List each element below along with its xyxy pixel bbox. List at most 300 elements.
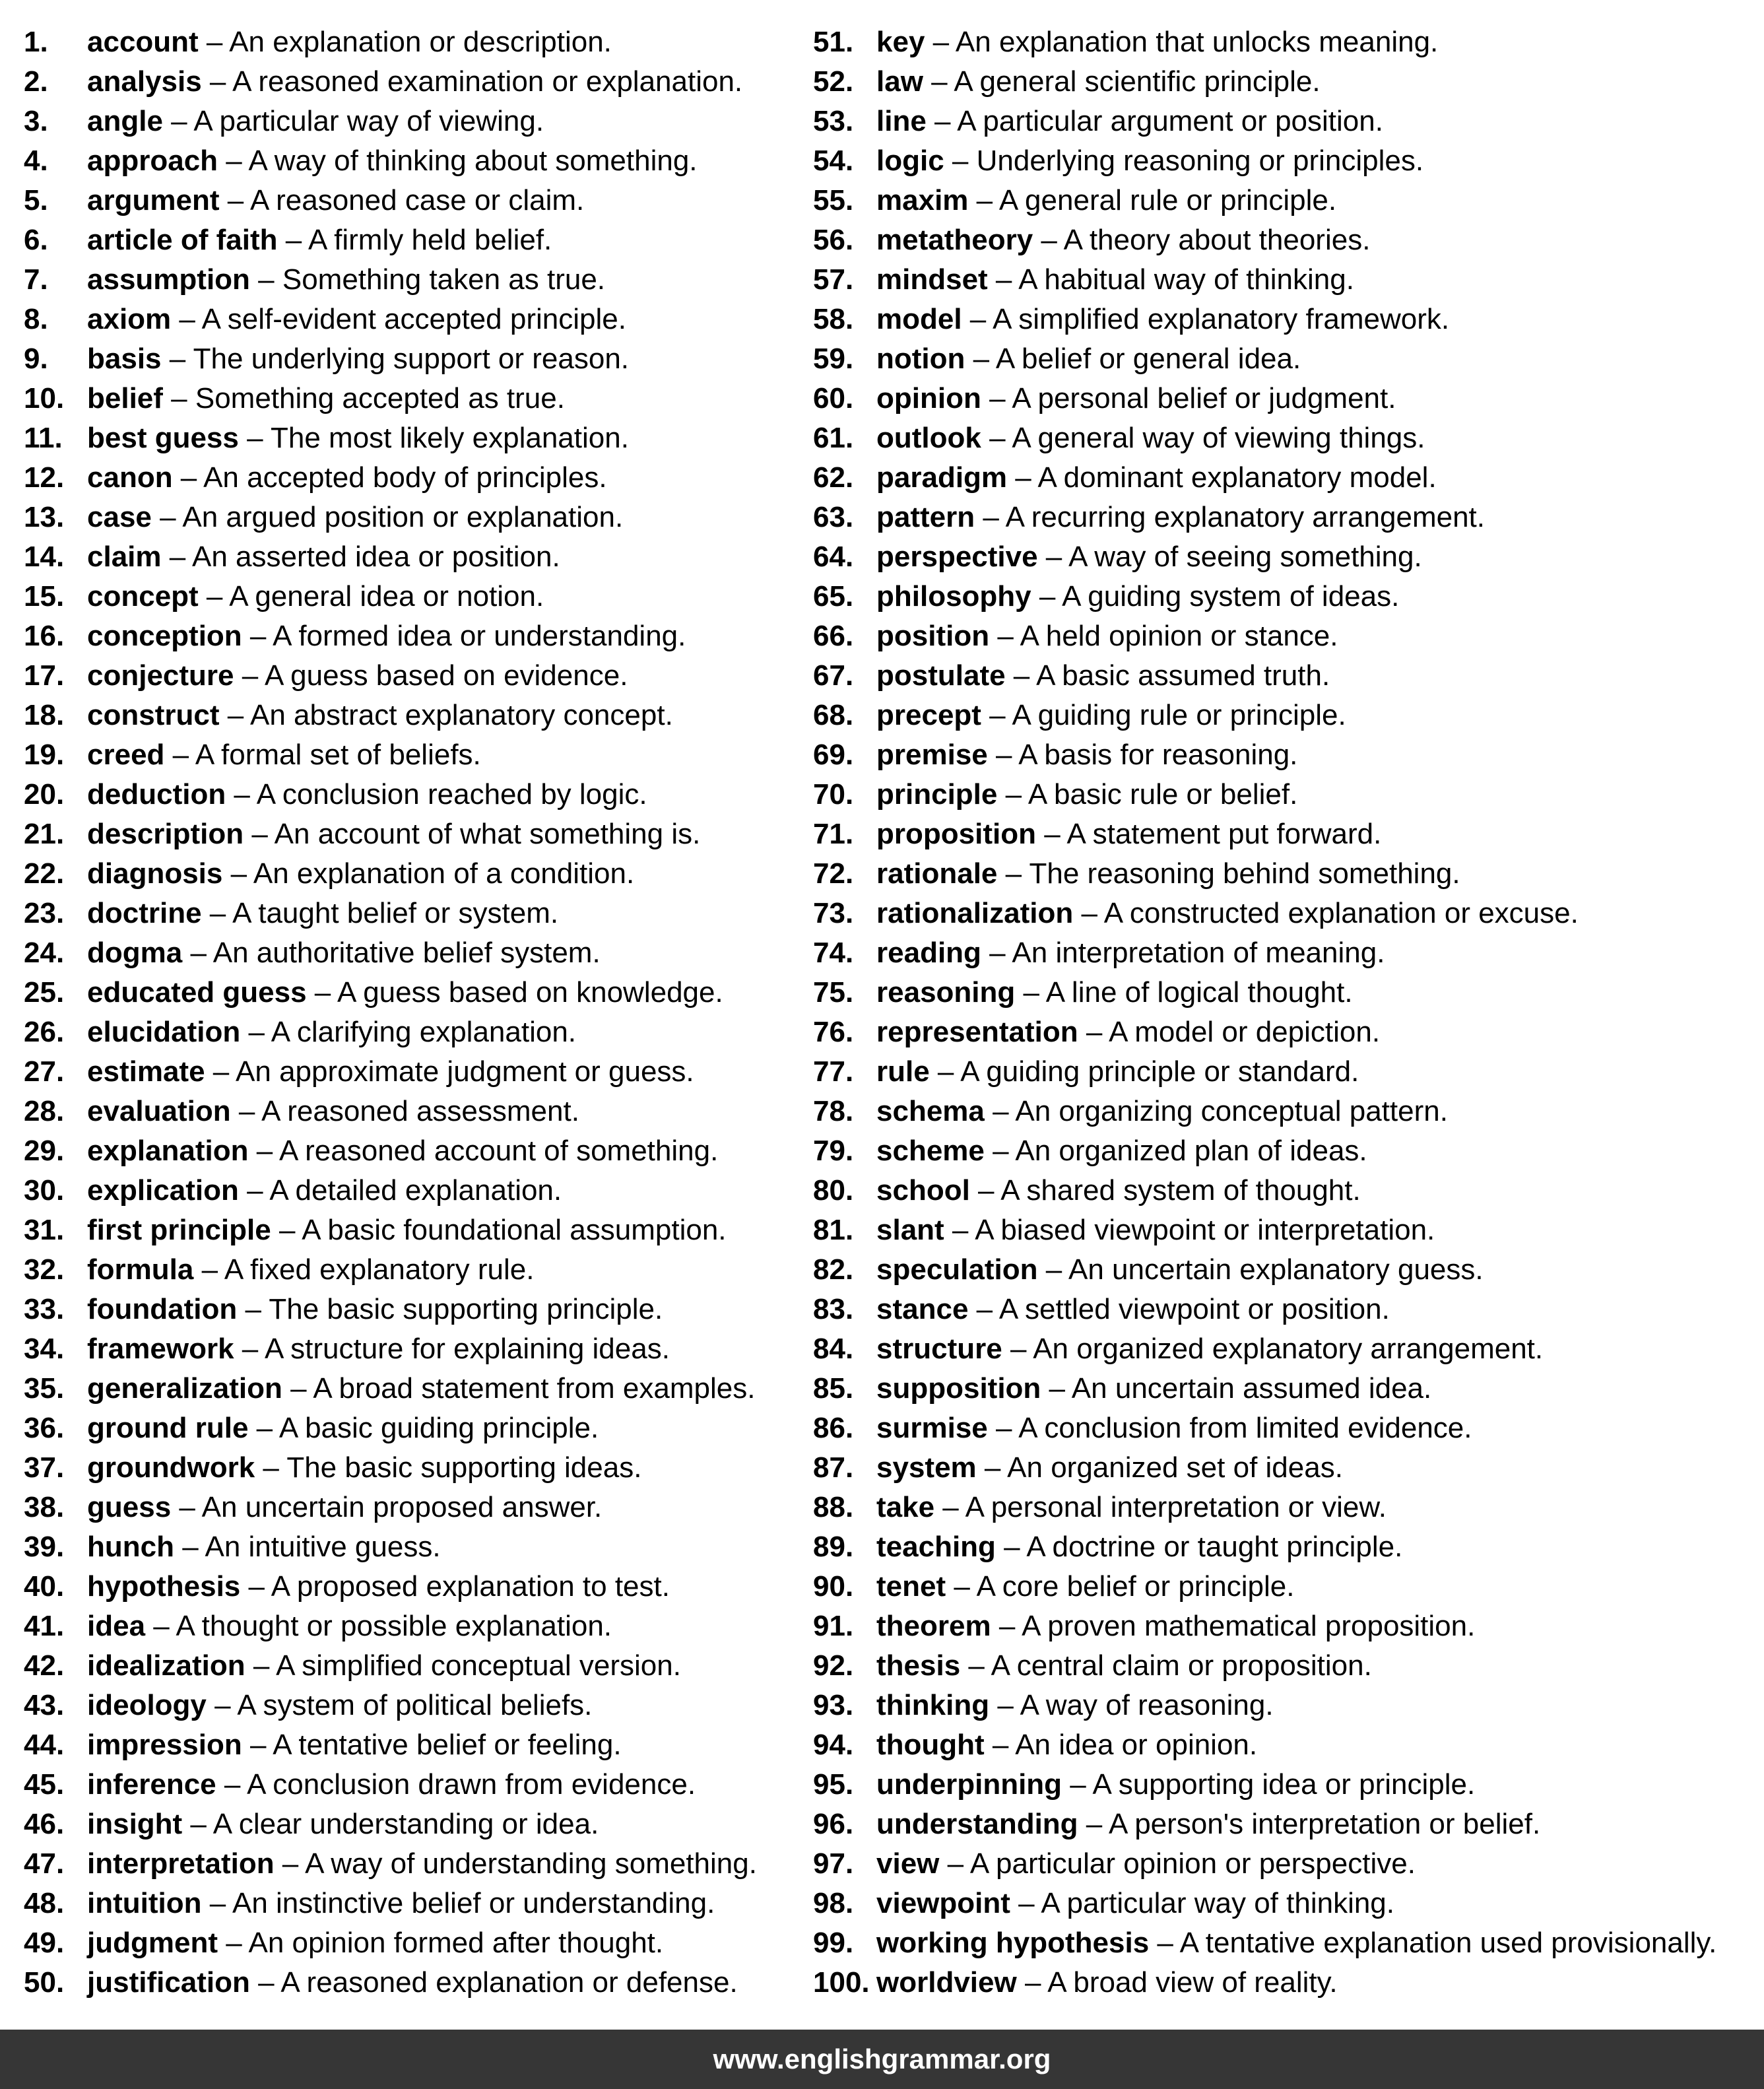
- item-term: educated guess: [87, 976, 307, 1009]
- item-term: perspective: [876, 541, 1038, 573]
- item-definition: – A formed idea or understanding.: [242, 620, 686, 652]
- item-term: precept: [876, 699, 981, 731]
- list-item: [813, 1210, 1757, 1250]
- item-term: description: [87, 818, 244, 850]
- item-number: 96.: [813, 1808, 854, 1840]
- item-term: basis: [87, 343, 162, 375]
- list-item: [24, 1052, 789, 1092]
- item-text: [87, 418, 629, 458]
- item-definition: – An approximate judgment or guess.: [205, 1055, 694, 1088]
- item-text: [87, 1448, 641, 1488]
- item-text: [87, 537, 560, 577]
- list-item: [813, 1646, 1757, 1686]
- item-number: 13.: [24, 501, 65, 533]
- item-definition: – An argued position or explanation.: [151, 501, 624, 533]
- list-item: [813, 1527, 1757, 1567]
- item-term: dogma: [87, 937, 183, 969]
- item-number: 27.: [24, 1055, 65, 1088]
- item-definition: – A clarifying explanation.: [240, 1016, 577, 1048]
- item-definition: – An intuitive guess.: [174, 1531, 441, 1563]
- list-item: [24, 379, 789, 418]
- item-definition: – A way of thinking about something.: [218, 145, 698, 177]
- item-term: principle: [876, 778, 998, 811]
- list-item: [24, 418, 789, 458]
- item-term: axiom: [87, 303, 172, 335]
- item-text: [876, 656, 1330, 696]
- item-number: 29.: [24, 1135, 65, 1167]
- item-definition: – The basic supporting principle.: [237, 1293, 663, 1325]
- item-text: [876, 220, 1370, 260]
- item-definition: – A reasoned assessment.: [230, 1095, 579, 1127]
- item-definition: – An organized explanatory arrangement.: [1002, 1333, 1544, 1365]
- item-definition: – An abstract explanatory concept.: [219, 699, 673, 731]
- item-term: approach: [87, 145, 218, 177]
- item-text: [876, 181, 1336, 220]
- item-definition: – An explanation or description.: [198, 26, 612, 58]
- item-number: 5.: [24, 184, 48, 216]
- item-definition: – A statement put forward.: [1035, 818, 1382, 850]
- item-definition: – A fixed explanatory rule.: [193, 1253, 535, 1286]
- item-number: 21.: [24, 818, 65, 850]
- item-definition: – The basic supporting ideas.: [255, 1451, 642, 1484]
- list-item: [813, 775, 1757, 814]
- item-number: 51.: [813, 26, 854, 58]
- item-definition: – A basic assumed truth.: [1005, 659, 1330, 692]
- list-item: [813, 696, 1757, 735]
- list-item: [24, 220, 789, 260]
- item-number: 75.: [813, 976, 854, 1009]
- item-definition: – The most likely explanation.: [238, 422, 629, 454]
- item-definition: – A reasoned explanation or defense.: [249, 1966, 738, 1999]
- item-text: [876, 1409, 1472, 1448]
- list-item: [813, 1884, 1757, 1923]
- item-term: reasoning: [876, 976, 1016, 1009]
- item-text: [87, 577, 544, 616]
- item-definition: – A basic foundational assumption.: [271, 1214, 727, 1246]
- item-text: [87, 1012, 576, 1052]
- list-item: [24, 1488, 789, 1527]
- item-text: [876, 1329, 1543, 1369]
- item-text: [876, 616, 1338, 656]
- item-number: 62.: [813, 461, 854, 494]
- item-term: viewpoint: [876, 1887, 1010, 1919]
- list-item: [24, 854, 789, 894]
- item-number: 41.: [24, 1610, 65, 1642]
- item-term: worldview: [876, 1966, 1017, 1999]
- list-item: [24, 339, 789, 379]
- item-definition: – A personal belief or judgment.: [981, 382, 1396, 414]
- item-definition: – A tentative explanation used provisionally.: [1149, 1927, 1717, 1959]
- item-text: [876, 735, 1297, 775]
- item-text: [876, 379, 1396, 418]
- item-definition: – A line of logical thought.: [1015, 976, 1353, 1009]
- item-definition: – A settled viewpoint or position.: [968, 1293, 1390, 1325]
- item-definition: – A thought or possible explanation.: [145, 1610, 612, 1642]
- list-item: [24, 1646, 789, 1686]
- item-text: [876, 1290, 1390, 1329]
- list-item: [24, 1250, 789, 1290]
- item-definition: – A biased viewpoint or interpretation.: [944, 1214, 1435, 1246]
- item-definition: – A core belief or principle.: [946, 1570, 1295, 1603]
- list-item: [813, 1131, 1757, 1171]
- item-text: [87, 1607, 612, 1646]
- list-item: [24, 300, 789, 339]
- item-text: [876, 1646, 1372, 1686]
- list-item: [813, 1329, 1757, 1369]
- item-number: 24.: [24, 937, 65, 969]
- list-item: [24, 735, 789, 775]
- list-item: [813, 1805, 1757, 1844]
- list-item: [24, 1963, 789, 2003]
- item-text: [87, 1844, 757, 1884]
- item-number: 71.: [813, 818, 854, 850]
- item-term: rationalization: [876, 897, 1074, 929]
- item-text: [87, 1290, 663, 1329]
- item-text: [876, 1052, 1359, 1092]
- item-text: [87, 1646, 681, 1686]
- item-definition: – A firmly held belief.: [277, 224, 552, 256]
- item-definition: – A broad statement from examples.: [282, 1372, 756, 1405]
- item-number: 50.: [24, 1966, 65, 1999]
- list-item: [24, 537, 789, 577]
- item-definition: – A structure for explaining ideas.: [234, 1333, 670, 1365]
- item-number: 72.: [813, 857, 854, 890]
- item-text: [876, 1250, 1484, 1290]
- item-number: 3.: [24, 105, 48, 137]
- footer-website-link[interactable]: www.englishgrammar.org: [713, 2043, 1051, 2074]
- list-item: [813, 1488, 1757, 1527]
- item-number: 18.: [24, 699, 65, 731]
- item-number: 68.: [813, 699, 854, 731]
- item-definition: – A proven mathematical proposition.: [991, 1610, 1476, 1642]
- item-definition: – An instinctive belief or understanding.: [201, 1887, 715, 1919]
- item-number: 57.: [813, 263, 854, 296]
- item-term: supposition: [876, 1372, 1041, 1405]
- item-number: 91.: [813, 1610, 854, 1642]
- list-item: [24, 260, 789, 300]
- item-term: maxim: [876, 184, 969, 216]
- item-term: position: [876, 620, 990, 652]
- item-term: speculation: [876, 1253, 1038, 1286]
- list-item: [24, 1607, 789, 1646]
- item-number: 40.: [24, 1570, 65, 1603]
- item-definition: – An organizing conceptual pattern.: [984, 1095, 1448, 1127]
- list-item: [24, 1527, 789, 1567]
- item-term: paradigm: [876, 461, 1008, 494]
- item-text: [876, 577, 1399, 616]
- item-number: 90.: [813, 1570, 854, 1603]
- list-item: [813, 418, 1757, 458]
- list-item: [24, 458, 789, 498]
- list-item: [24, 696, 789, 735]
- item-term: interpretation: [87, 1847, 275, 1880]
- item-definition: – A dominant explanatory model.: [1007, 461, 1437, 494]
- item-term: framework: [87, 1333, 234, 1365]
- item-text: [876, 498, 1485, 537]
- item-number: 80.: [813, 1174, 854, 1207]
- item-definition: – A reasoned case or claim.: [219, 184, 585, 216]
- list-item: [813, 1250, 1757, 1290]
- item-term: understanding: [876, 1808, 1078, 1840]
- item-text: [876, 1963, 1338, 2003]
- item-text: [876, 1923, 1716, 1963]
- item-term: school: [876, 1174, 970, 1207]
- item-text: [87, 616, 686, 656]
- list-item: [24, 973, 789, 1012]
- item-text: [876, 339, 1301, 379]
- item-definition: – A general idea or notion.: [198, 580, 544, 613]
- list-item: [24, 1884, 789, 1923]
- list-item: [813, 1290, 1757, 1329]
- item-text: [87, 1210, 727, 1250]
- item-term: guess: [87, 1491, 172, 1523]
- item-number: 99.: [813, 1927, 854, 1959]
- list-item: [813, 339, 1757, 379]
- item-term: impression: [87, 1729, 242, 1761]
- item-term: theorem: [876, 1610, 991, 1642]
- item-definition: – A general scientific principle.: [923, 65, 1321, 98]
- item-definition: – An organized set of ideas.: [976, 1451, 1343, 1484]
- item-text: [876, 1012, 1380, 1052]
- list-item: [24, 1844, 789, 1884]
- item-definition: – An account of what something is.: [244, 818, 701, 850]
- list-item: [24, 1725, 789, 1765]
- list-item: [24, 1448, 789, 1488]
- item-text: [87, 300, 626, 339]
- item-definition: – The underlying support or reason.: [161, 343, 630, 375]
- item-number: 83.: [813, 1293, 854, 1325]
- item-definition: – A held opinion or stance.: [989, 620, 1338, 652]
- item-term: structure: [876, 1333, 1002, 1365]
- list-item: [813, 577, 1757, 616]
- item-number: 8.: [24, 303, 48, 335]
- item-definition: – A guess based on evidence.: [234, 659, 628, 692]
- list-item: [813, 814, 1757, 854]
- item-term: proposition: [876, 818, 1036, 850]
- item-text: [876, 537, 1422, 577]
- item-text: [876, 300, 1449, 339]
- item-text: [87, 1131, 718, 1171]
- item-definition: – An explanation that unlocks meaning.: [925, 26, 1439, 58]
- item-number: 95.: [813, 1768, 854, 1801]
- list-item: [813, 1052, 1757, 1092]
- item-term: canon: [87, 461, 173, 494]
- item-definition: – An accepted body of principles.: [172, 461, 607, 494]
- item-text: [876, 973, 1353, 1012]
- item-text: [87, 814, 700, 854]
- item-text: [87, 1488, 602, 1527]
- item-term: law: [876, 65, 923, 98]
- list-item: [24, 616, 789, 656]
- item-term: ground rule: [87, 1412, 249, 1444]
- item-number: 10.: [24, 382, 65, 414]
- item-term: analysis: [87, 65, 202, 98]
- item-definition: – An idea or opinion.: [984, 1729, 1258, 1761]
- list-item: [813, 1923, 1757, 1963]
- list-item: [813, 854, 1757, 894]
- item-text: [87, 102, 544, 141]
- item-definition: – A constructed explanation or excuse.: [1073, 897, 1579, 929]
- item-number: 73.: [813, 897, 854, 929]
- list-item: [24, 181, 789, 220]
- item-term: outlook: [876, 422, 981, 454]
- list-item: [813, 1409, 1757, 1448]
- item-definition: – A proposed explanation to test.: [240, 1570, 670, 1603]
- item-number: 84.: [813, 1333, 854, 1365]
- list-item: [24, 1171, 789, 1210]
- item-text: [87, 775, 647, 814]
- item-text: [876, 1765, 1475, 1805]
- item-text: [87, 1171, 562, 1210]
- item-term: mindset: [876, 263, 988, 296]
- item-term: model: [876, 303, 962, 335]
- item-term: logic: [876, 145, 944, 177]
- item-text: [87, 1923, 663, 1963]
- item-text: [87, 1527, 441, 1567]
- item-text: [876, 1171, 1361, 1210]
- item-definition: – A taught belief or system.: [201, 897, 559, 929]
- item-term: thought: [876, 1729, 985, 1761]
- list-item: [813, 260, 1757, 300]
- item-number: 88.: [813, 1491, 854, 1523]
- item-number: 60.: [813, 382, 854, 414]
- list-item: [813, 102, 1757, 141]
- list-item: [24, 22, 789, 62]
- item-term: premise: [876, 739, 988, 771]
- item-number: 58.: [813, 303, 854, 335]
- item-text: [87, 1369, 755, 1409]
- item-text: [876, 1844, 1416, 1884]
- item-text: [87, 696, 673, 735]
- list-item: [813, 1765, 1757, 1805]
- item-term: foundation: [87, 1293, 238, 1325]
- list-item: [813, 933, 1757, 973]
- item-term: key: [876, 26, 925, 58]
- item-number: 45.: [24, 1768, 65, 1801]
- item-text: [87, 220, 552, 260]
- item-text: [87, 854, 634, 894]
- item-number: 32.: [24, 1253, 65, 1286]
- list-item: [813, 1567, 1757, 1607]
- item-definition: – A guiding rule or principle.: [981, 699, 1346, 731]
- list-item: [24, 1012, 789, 1052]
- item-definition: – A clear understanding or idea.: [182, 1808, 599, 1840]
- item-number: 76.: [813, 1016, 854, 1048]
- item-term: metatheory: [876, 224, 1033, 256]
- item-number: 11.: [24, 422, 63, 454]
- item-definition: – A guess based on knowledge.: [306, 976, 723, 1009]
- item-definition: – A belief or general idea.: [965, 343, 1301, 375]
- item-text: [876, 1686, 1274, 1725]
- item-text: [876, 1527, 1402, 1567]
- item-term: creed: [87, 739, 165, 771]
- item-definition: – An explanation of a condition.: [222, 857, 635, 890]
- item-number: 93.: [813, 1689, 854, 1721]
- item-term: working hypothesis: [876, 1927, 1150, 1959]
- item-definition: – A doctrine or taught principle.: [995, 1531, 1403, 1563]
- item-definition: – A tentative belief or feeling.: [242, 1729, 622, 1761]
- item-number: 47.: [24, 1847, 65, 1880]
- item-term: idealization: [87, 1649, 245, 1682]
- item-number: 34.: [24, 1333, 65, 1365]
- item-number: 9.: [24, 343, 48, 375]
- item-definition: – A central claim or proposition.: [960, 1649, 1372, 1682]
- list-item: [813, 1092, 1757, 1131]
- item-definition: – A person's interpretation or belief.: [1078, 1808, 1541, 1840]
- list-item: [24, 1329, 789, 1369]
- list-item: [813, 1725, 1757, 1765]
- item-definition: – A theory about theories.: [1033, 224, 1371, 256]
- list-item: [24, 498, 789, 537]
- item-term: explanation: [87, 1135, 249, 1167]
- item-number: 59.: [813, 343, 854, 375]
- list-item: [813, 616, 1757, 656]
- list-item: [24, 775, 789, 814]
- item-text: [87, 1963, 738, 2003]
- item-number: 20.: [24, 778, 65, 811]
- item-definition: – A recurring explanatory arrangement.: [975, 501, 1486, 533]
- list-item: [24, 577, 789, 616]
- item-text: [876, 775, 1297, 814]
- item-text: [876, 1884, 1394, 1923]
- item-term: judgment: [87, 1927, 218, 1959]
- word-list-right-column: [813, 22, 1757, 2003]
- item-text: [876, 1725, 1257, 1765]
- item-number: 31.: [24, 1214, 65, 1246]
- item-number: 89.: [813, 1531, 854, 1563]
- item-text: [87, 656, 628, 696]
- item-number: 17.: [24, 659, 65, 692]
- list-item: [24, 1923, 789, 1963]
- item-number: 77.: [813, 1055, 854, 1088]
- item-number: 92.: [813, 1649, 854, 1682]
- item-number: 6.: [24, 224, 48, 256]
- item-text: [876, 854, 1460, 894]
- list-item: [813, 300, 1757, 339]
- item-definition: – A particular opinion or perspective.: [939, 1847, 1416, 1880]
- item-number: 56.: [813, 224, 854, 256]
- item-definition: – A particular way of viewing.: [162, 105, 544, 137]
- item-number: 97.: [813, 1847, 854, 1880]
- item-number: 37.: [24, 1451, 65, 1484]
- item-definition: – An interpretation of meaning.: [981, 937, 1385, 969]
- item-text: [876, 1488, 1387, 1527]
- item-term: article of faith: [87, 224, 278, 256]
- item-definition: – A formal set of beliefs.: [164, 739, 481, 771]
- item-number: 81.: [813, 1214, 854, 1246]
- item-term: justification: [87, 1966, 250, 1999]
- item-number: 61.: [813, 422, 854, 454]
- item-definition: – An uncertain proposed answer.: [171, 1491, 603, 1523]
- item-text: [876, 1092, 1448, 1131]
- item-text: [876, 1210, 1435, 1250]
- item-definition: – A broad view of reality.: [1016, 1966, 1338, 1999]
- item-number: 28.: [24, 1095, 65, 1127]
- item-definition: – A way of understanding something.: [274, 1847, 757, 1880]
- item-term: formula: [87, 1253, 194, 1286]
- item-number: 55.: [813, 184, 854, 216]
- item-definition: – A particular argument or position.: [926, 105, 1383, 137]
- list-item: [24, 141, 789, 181]
- item-term: groundwork: [87, 1451, 255, 1484]
- item-definition: – A shared system of thought.: [969, 1174, 1361, 1207]
- item-text: [876, 1448, 1343, 1488]
- item-term: case: [87, 501, 152, 533]
- list-item: [813, 1012, 1757, 1052]
- item-number: 98.: [813, 1887, 854, 1919]
- list-item: [24, 894, 789, 933]
- item-number: 70.: [813, 778, 854, 811]
